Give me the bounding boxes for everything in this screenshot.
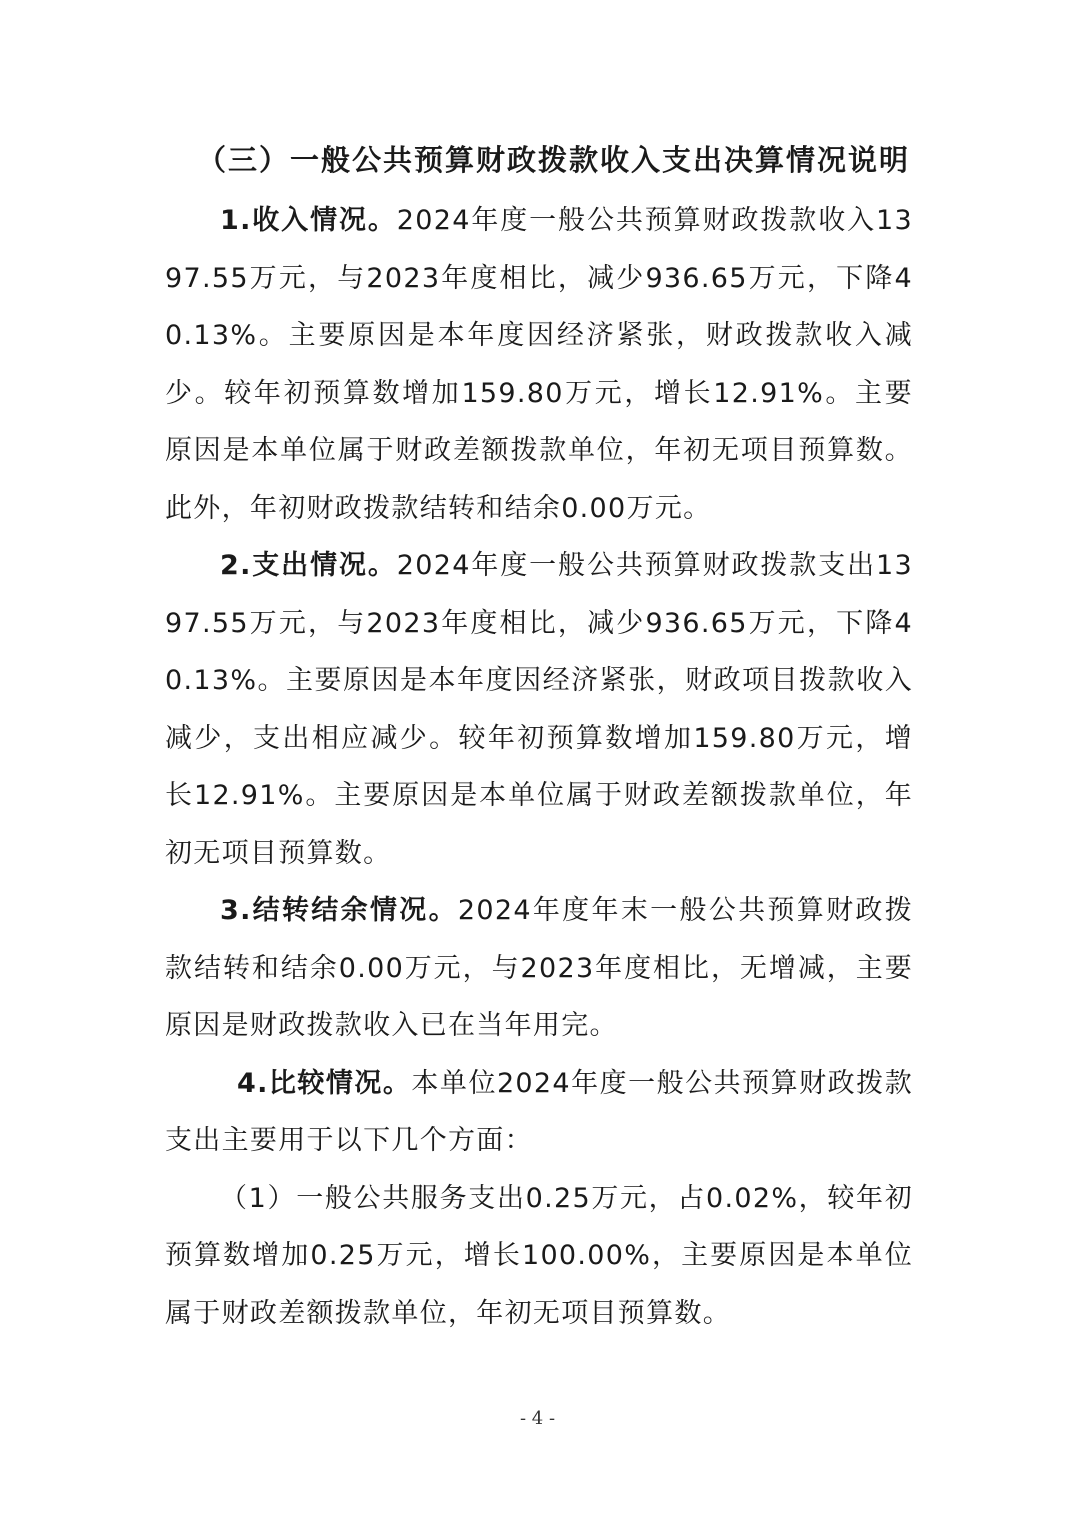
paragraph-text: （1）一般公共服务支出0.25万元，占0.02%，较年初预算数增加0.25万元，增长100.00%，主要原因是本单位属于财政差额拨款单位，年初无项目预算数。: [165, 1182, 913, 1329]
paragraph-lead: 3.结转结余情况。: [220, 895, 458, 926]
document-body: [165, 192, 913, 1342]
paragraph-income: [165, 192, 913, 537]
paragraph-text: 本单位2024年度一般公共预算财政拨款支出主要用于以下几个方面：: [165, 1067, 913, 1156]
paragraph-text: 2024年度一般公共预算财政拨款收入1397.55万元，与2023年度相比，减少936.65万元，下降40.13%。主要原因是本年度因经济紧张，财政拨款收入减少。较年初预算数增加159.80万元，增长12.91%。主要原因是本单位属于财政差额拨款单位，年初无项目预算数。此外，年初财政拨款结转和结余0.00万元。: [165, 205, 913, 524]
paragraph-comparison: [165, 1055, 913, 1170]
paragraph-text: 2024年度一般公共预算财政拨款支出1397.55万元，与2023年度相比，减少936.65万元，下降40.13%。主要原因是本年度因经济紧张，财政项目拨款收入减少，支出相应减少。较年初预算数增加159.80万元，增长12.91%。主要原因是本单位属于财政差额拨款单位，年初无项目预算数。: [165, 550, 913, 869]
section-heading: （三）一般公共预算财政拨款收入支出决算情况说明: [196, 143, 910, 177]
paragraph-item-1: [165, 1170, 913, 1343]
paragraph-lead: 1.收入情况。: [220, 205, 397, 236]
paragraph-carryover: [165, 882, 913, 1055]
paragraph-lead: 2.支出情况。: [220, 550, 397, 581]
paragraph-expenditure: [165, 537, 913, 882]
paragraph-text: 2024年度年末一般公共预算财政拨款结转和结余0.00万元，与2023年度相比，无增减，主要原因是财政拨款收入已在当年用完。: [165, 895, 914, 1041]
paragraph-lead: 4.比较情况。: [237, 1067, 412, 1099]
page-number: - 4 -: [519, 1408, 556, 1429]
